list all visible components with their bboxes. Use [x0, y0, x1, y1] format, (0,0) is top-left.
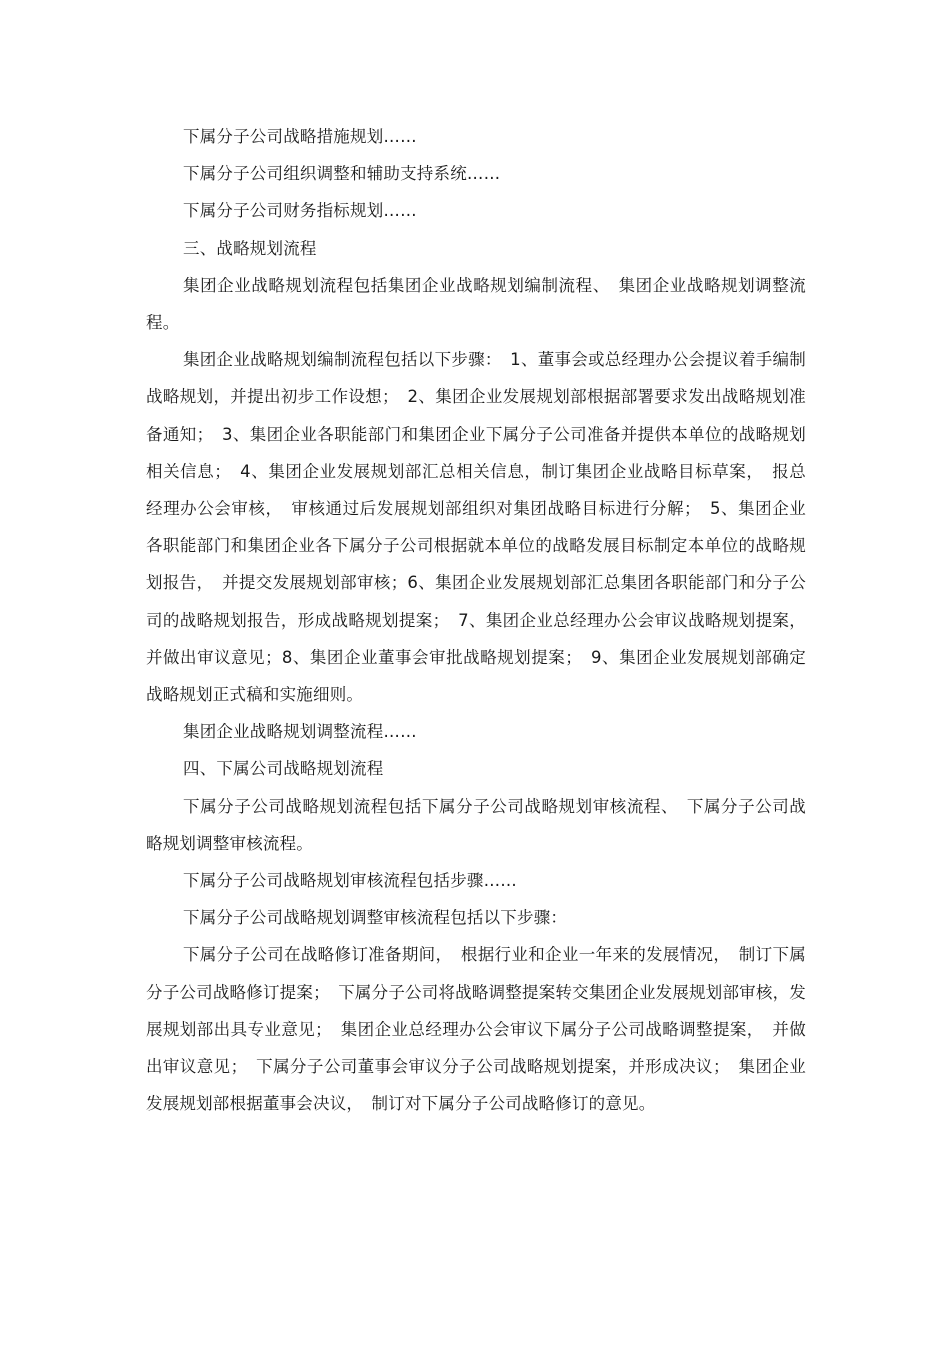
section-heading-3: 三、战略规划流程 [183, 238, 317, 258]
paragraph-subsidiary-overview: 下属分子公司战略规划流程包括下属分子公司战略规划审核流程、 下属分子公司战略规划调整审核流程。 [146, 796, 806, 853]
paragraph-process-overview: 集团企业战略规划流程包括集团企业战略规划编制流程、 集团企业战略规划调整流程。 [146, 275, 806, 333]
paragraph-compilation-steps: 集团企业战略规划编制流程包括以下步骤： 1、董事会或总经理办公会提议着手编制战略规划，并提出初步工作设想； 2、集团企业发展规划部根据部署要求发出战略规划准备通知； 3、集团企业各职能部门和集团企业下属分子公司准备并提供本单位的战略规划相关信息； 4、集团企业发展规划部汇总相关信息，制订集团企业战略目标草案， 报总经理办公会审核， 审核通过后发展规划部组织对集团战略目标进行分解； 5、集团企业各职能部门和集团企业各下属分子公司根据就本单位的战略发展目标制定本单位的战略规划报告， 并提交发展规划部审核；6、集团企业发展规划部汇总集团各职能部门和分子公司的战略规划报告，形成战略规划提案； 7、集团企业总经理办公会审议战略规划提案，并做出审议意见；8、集团企业董事会审批战略规划提案； 9、集团企业发展规划部确定战略规划正式稿和实施细则。 [146, 350, 806, 705]
paragraph-adjustment-process: 集团企业战略规划调整流程…… [183, 722, 417, 742]
paragraph-strategy-measures: 下属分子公司战略措施规划…… [183, 127, 417, 146]
document-body [146, 118, 806, 1122]
paragraph-review-steps: 下属分子公司战略规划审核流程包括步骤…… [183, 871, 517, 891]
paragraph-org-adjustment: 下属分子公司组织调整和辅助支持系统…… [183, 164, 501, 184]
paragraph-adjustment-review-steps: 下属分子公司在战略修订准备期间， 根据行业和企业一年来的发展情况， 制订下属分子公司战略修订提案； 下属分子公司将战略调整提案转交集团企业发展规划部审核，发展规划部出具专业意见； 集团企业总经理办公会审议下属分子公司战略调整提案， 并做出审议意见； 下属分子公司董事会审议分子公司战略规划提案，并形成决议； 集团企业发展规划部根据董事会决议， 制订对下属分子公司战略修订的意见。 [146, 945, 806, 1114]
paragraph-adjustment-review-intro: 下属分子公司战略规划调整审核流程包括以下步骤： [183, 908, 568, 928]
paragraph-financial-indicators: 下属分子公司财务指标规划…… [183, 201, 417, 221]
section-heading-4: 四、下属公司战略规划流程 [183, 759, 384, 779]
